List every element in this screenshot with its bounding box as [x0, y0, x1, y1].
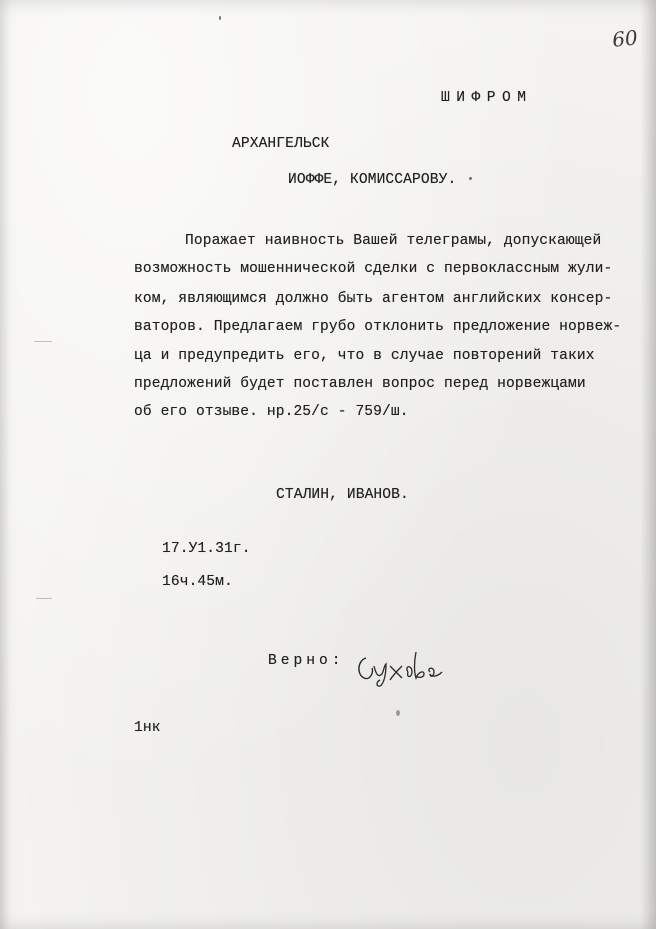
body-line: ваторов. Предлагаем грубо отклонить предложение норвеж-: [134, 319, 622, 335]
footer-code: 1нк: [134, 720, 161, 736]
ink-speck: [469, 177, 472, 180]
hole-punch-mark: [34, 341, 52, 342]
addressees: ИОФФЕ, КОМИССАРОВУ.: [288, 172, 457, 188]
encryption-header: ШИФРОМ: [441, 90, 533, 106]
body-line: Поражает наивность Вашей телеграмы, допускающей: [185, 233, 602, 249]
archive-page-number: 60: [611, 25, 639, 52]
body-line: предложений будет поставлен вопрос перед норвежцами: [134, 376, 586, 392]
signatories: СТАЛИН, ИВАНОВ.: [276, 487, 409, 503]
body-line: ца и предупредить его, что в случае повторений таких: [134, 348, 595, 364]
certified-label: Верно:: [268, 653, 345, 669]
hole-punch-mark: [36, 598, 52, 599]
body-line: об его отзыве. нр.25/с - 759/ш.: [134, 404, 409, 420]
telegram-time: 16ч.45м.: [162, 574, 233, 590]
body-line: ком, являющимся должно быть агентом английских консер-: [134, 291, 613, 307]
ink-speck: [396, 710, 400, 716]
telegram-date: 17.У1.31г.: [162, 541, 251, 557]
handwritten-signature: [354, 648, 444, 688]
body-line: возможность мошеннической сделки с первоклассным жули-: [134, 261, 613, 277]
destination-city: АРХАНГЕЛЬСК: [232, 136, 330, 152]
ink-speck: [219, 16, 221, 20]
